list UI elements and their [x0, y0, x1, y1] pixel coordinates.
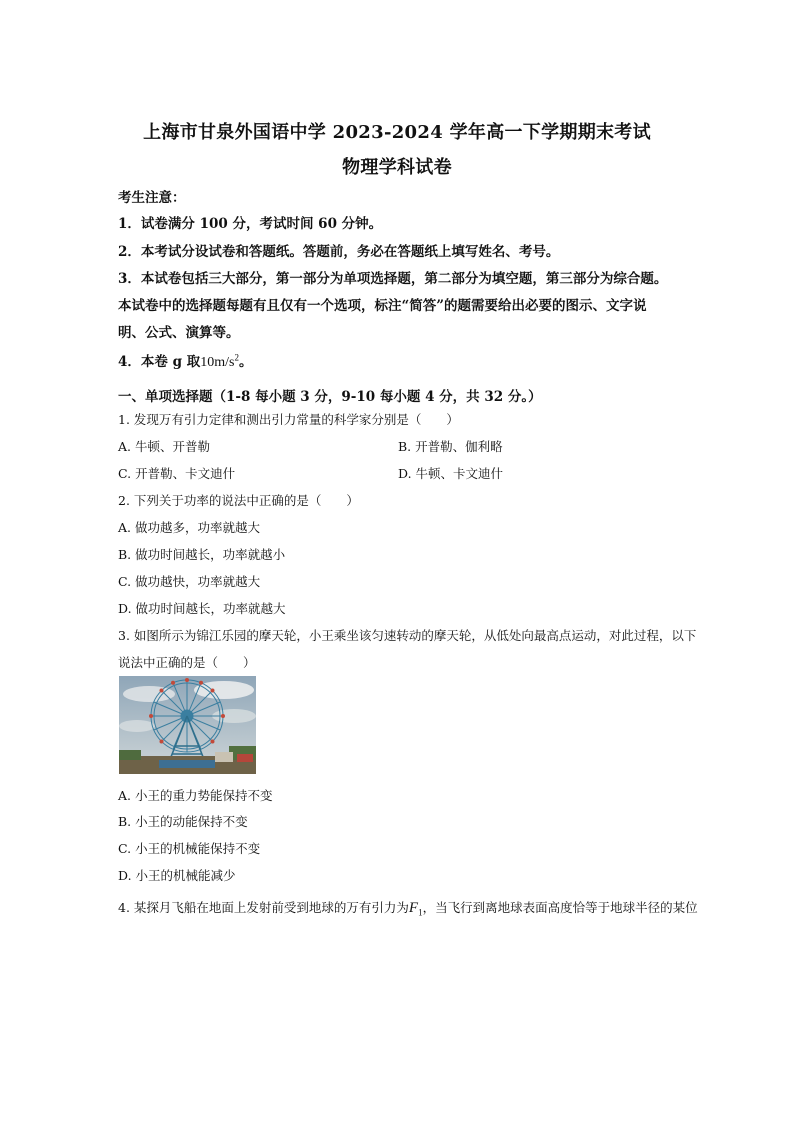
question-1-option-d: D. 牛顿、卡文迪什	[398, 466, 504, 481]
notice-item-3-line-2: 本试卷中的选择题每题有且仅有一个选项，标注“简答”的题需要给出必要的图示、文字说	[118, 298, 647, 314]
gravity-exponent: 2	[234, 352, 239, 363]
question-4-stem-prefix: 4. 某探月飞船在地面上发射前受到地球的万有引力为	[118, 900, 409, 915]
question-1-option-c: C. 开普勒、卡文迪什	[118, 466, 236, 481]
notice-item-3-line-3: 明、公式、演算等。	[118, 325, 240, 341]
question-2-option-d: D. 做功时间越长，功率就越大	[118, 601, 286, 616]
question-2-option-b: B. 做功时间越长，功率就越小	[118, 547, 286, 562]
question-2-stem: 2. 下列关于功率的说法中正确的是（ ）	[118, 493, 359, 508]
notice-item-1: 1．试卷满分 100 分，考试时间 60 分钟。	[118, 216, 383, 232]
question-2-option-c: C. 做功越快，功率就越大	[118, 574, 261, 589]
question-3-stem-line-1: 3. 如图所示为锦江乐园的摩天轮，小王乘坐该匀速转动的摩天轮，从低处向最高点运动，对此过程，以下	[118, 628, 697, 643]
exam-subtitle: 物理学科试卷	[342, 157, 452, 178]
gravity-value: 10m/s	[200, 355, 235, 370]
question-3-option-c: C. 小王的机械能保持不变	[118, 841, 261, 856]
notice-item-2: 2．本考试分设试卷和答题纸。答题前，务必在答题纸上填写姓名、考号。	[118, 244, 560, 260]
exam-title: 上海市甘泉外国语中学 2023-2024 学年高一下学期期末考试	[143, 122, 651, 143]
question-2-option-a: A. 做功越多，功率就越大	[118, 520, 260, 535]
notice-item-4-prefix: 4．本卷 g 取	[118, 354, 201, 370]
question-1-stem: 1. 发现万有引力定律和测出引力常量的科学家分别是（ ）	[118, 412, 459, 427]
question-3-stem-line-2: 说法中正确的是（ ）	[118, 655, 256, 670]
force-subscript: 1	[418, 907, 423, 918]
force-variable: F	[408, 900, 419, 916]
question-1-option-a: A. 牛顿、开普勒	[118, 439, 210, 454]
question-3-option-a: A. 小王的重力势能保持不变	[118, 788, 273, 803]
question-4-stem-suffix: ，当飞行到离地球表面高度恰等于地球半径的某位	[422, 900, 698, 915]
notice-item-4	[118, 350, 252, 371]
ferris-wheel-photo	[119, 676, 256, 774]
question-1-option-b: B. 开普勒、伽利略	[398, 439, 503, 454]
notice-heading: 考生注意：	[118, 190, 186, 206]
question-3-option-b: B. 小王的动能保持不变	[118, 814, 248, 829]
notice-item-4-suffix: 。	[238, 354, 253, 370]
notice-item-3-line-1: 3．本试卷包括三大部分，第一部分为单项选择题，第二部分为填空题，第三部分为综合题。	[118, 271, 668, 287]
question-4-stem	[118, 898, 698, 918]
question-3-option-d: D. 小王的机械能减少	[118, 868, 236, 883]
section-1-heading: 一、单项选择题（1-8 每小题 3 分，9-10 每小题 4 分，共 32 分。）	[118, 389, 542, 405]
